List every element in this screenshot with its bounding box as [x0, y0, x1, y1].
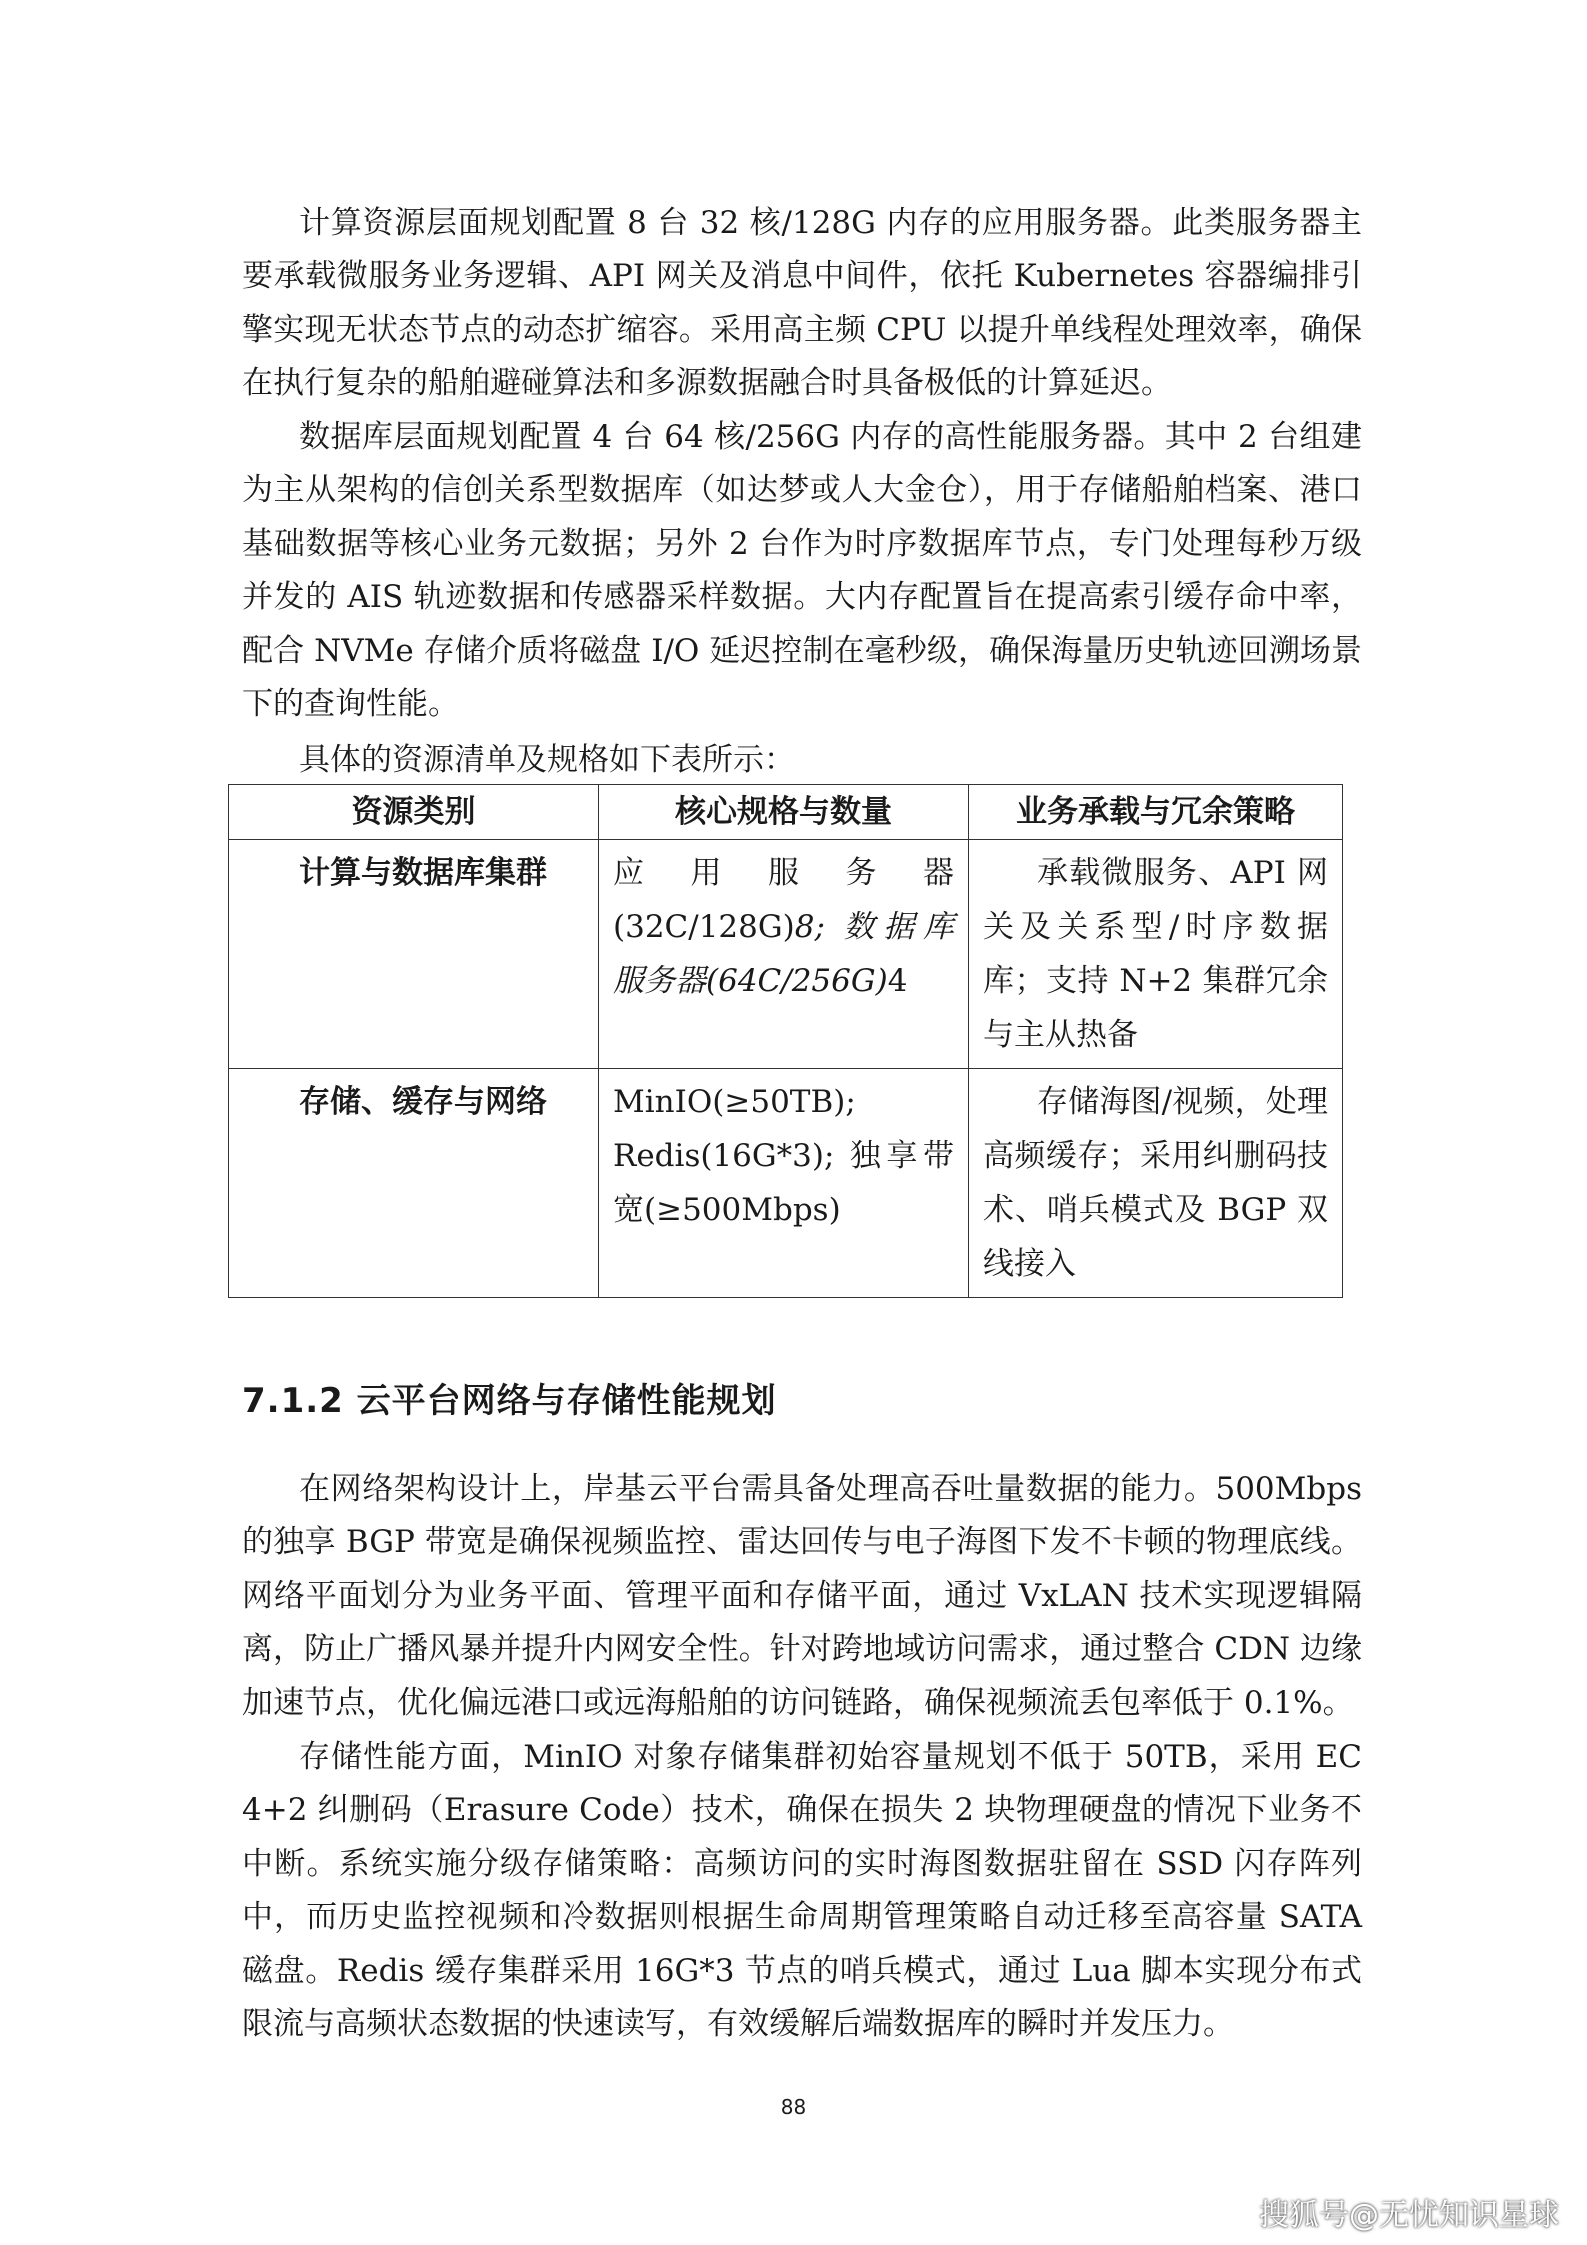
spec-text: 4 [887, 963, 908, 999]
duty-cell: 承载微服务、API 网关及关系型/时序数据库；支持 N+2 集群冗余与主从热备 [969, 840, 1343, 1069]
table-header-row [229, 785, 1343, 840]
header-business-redundancy: 业务承载与冗余策略 [969, 785, 1343, 840]
resource-spec-table [228, 784, 1343, 1298]
section-heading: 7.1.2 云平台网络与存储性能规划 [242, 1381, 777, 1421]
duty-cell: 存储海图/视频，处理高频缓存；采用纠删码技术、哨兵模式及 BGP 双线接入 [969, 1069, 1343, 1298]
paragraph-network-architecture: 在网络架构设计上，岸基云平台需具备处理高吞吐量数据的能力。500Mbps 的独享 BGP 带宽是确保视频监控、雷达回传与电子海图下发不卡顿的物理底线。网络平面划分为业务平面、管理平面和存储平面，通过 VxLAN 技术实现逻辑隔离，防止广播风暴并提升内网安全性。针对跨地域访问需求，通过整合 CDN 边缘加速节点，优化偏远港口或远海船舶的访问链路，确保视频流丢包率低于 0.1%。 [242, 1471, 1362, 1721]
table-row [229, 840, 1343, 1069]
spec-cell: MinIO(≥50TB); Redis(16G*3); 独享带宽(≥500Mbps) [599, 1069, 969, 1298]
paragraph-storage-performance: 存储性能方面，MinIO 对象存储集群初始容量规划不低于 50TB，采用 EC 4+2 纠删码（Erasure Code）技术，确保在损失 2 块物理硬盘的情况下业务不中断。系统实施分级存储策略：高频访问的实时海图数据驻留在 SSD 闪存阵列中，而历史监控视频和冷数据则根据生命周期管理策略自动迁移至高容量 SATA 磁盘。Redis 缓存集群采用 16G*3 节点的哨兵模式，通过 Lua 脚本实现分布式限流与高频状态数据的快速读写，有效缓解后端数据库的瞬时并发压力。 [242, 1739, 1362, 2043]
spec-cell [599, 840, 969, 1069]
category-cell: 存储、缓存与网络 [229, 1069, 599, 1298]
page-number: 88 [780, 2095, 807, 2119]
paragraph-table-intro: 具体的资源清单及规格如下表所示： [299, 742, 795, 778]
paragraph-database-resources: 数据库层面规划配置 4 台 64 核/256G 内存的高性能服务器。其中 2 台组建为主从架构的信创关系型数据库（如达梦或人大金仓），用于存储船舶档案、港口基础数据等核心业务元数据；另外 2 台作为时序数据库节点，专门处理每秒万级并发的 AIS 轨迹数据和传感器采样数据。大内存配置旨在提高索引缓存命中率，配合 NVMe 存储介质将磁盘 I/O 延迟控制在毫秒级，确保海量历史轨迹回溯场景下的查询性能。 [242, 419, 1362, 723]
spec-text-italic: 8; 数据库服务器(64C/256G) [613, 909, 954, 999]
watermark: 搜狐号@无忧知识星球 [1259, 2198, 1559, 2233]
paragraph-compute-resources: 计算资源层面规划配置 8 台 32 核/128G 内存的应用服务器。此类服务器主要承载微服务业务逻辑、API 网关及消息中间件，依托 Kubernetes 容器编排引擎实现无状态节点的动态扩缩容。采用高主频 CPU 以提升单线程处理效率，确保在执行复杂的船舶避碰算法和多源数据融合时具备极低的计算延迟。 [242, 205, 1362, 402]
header-core-spec: 核心规格与数量 [599, 785, 969, 840]
category-cell: 计算与数据库集群 [229, 840, 599, 1069]
table-row [229, 1069, 1343, 1298]
header-resource-category: 资源类别 [229, 785, 599, 840]
spec-text: 应用服务器(32C/128G) [613, 855, 954, 945]
